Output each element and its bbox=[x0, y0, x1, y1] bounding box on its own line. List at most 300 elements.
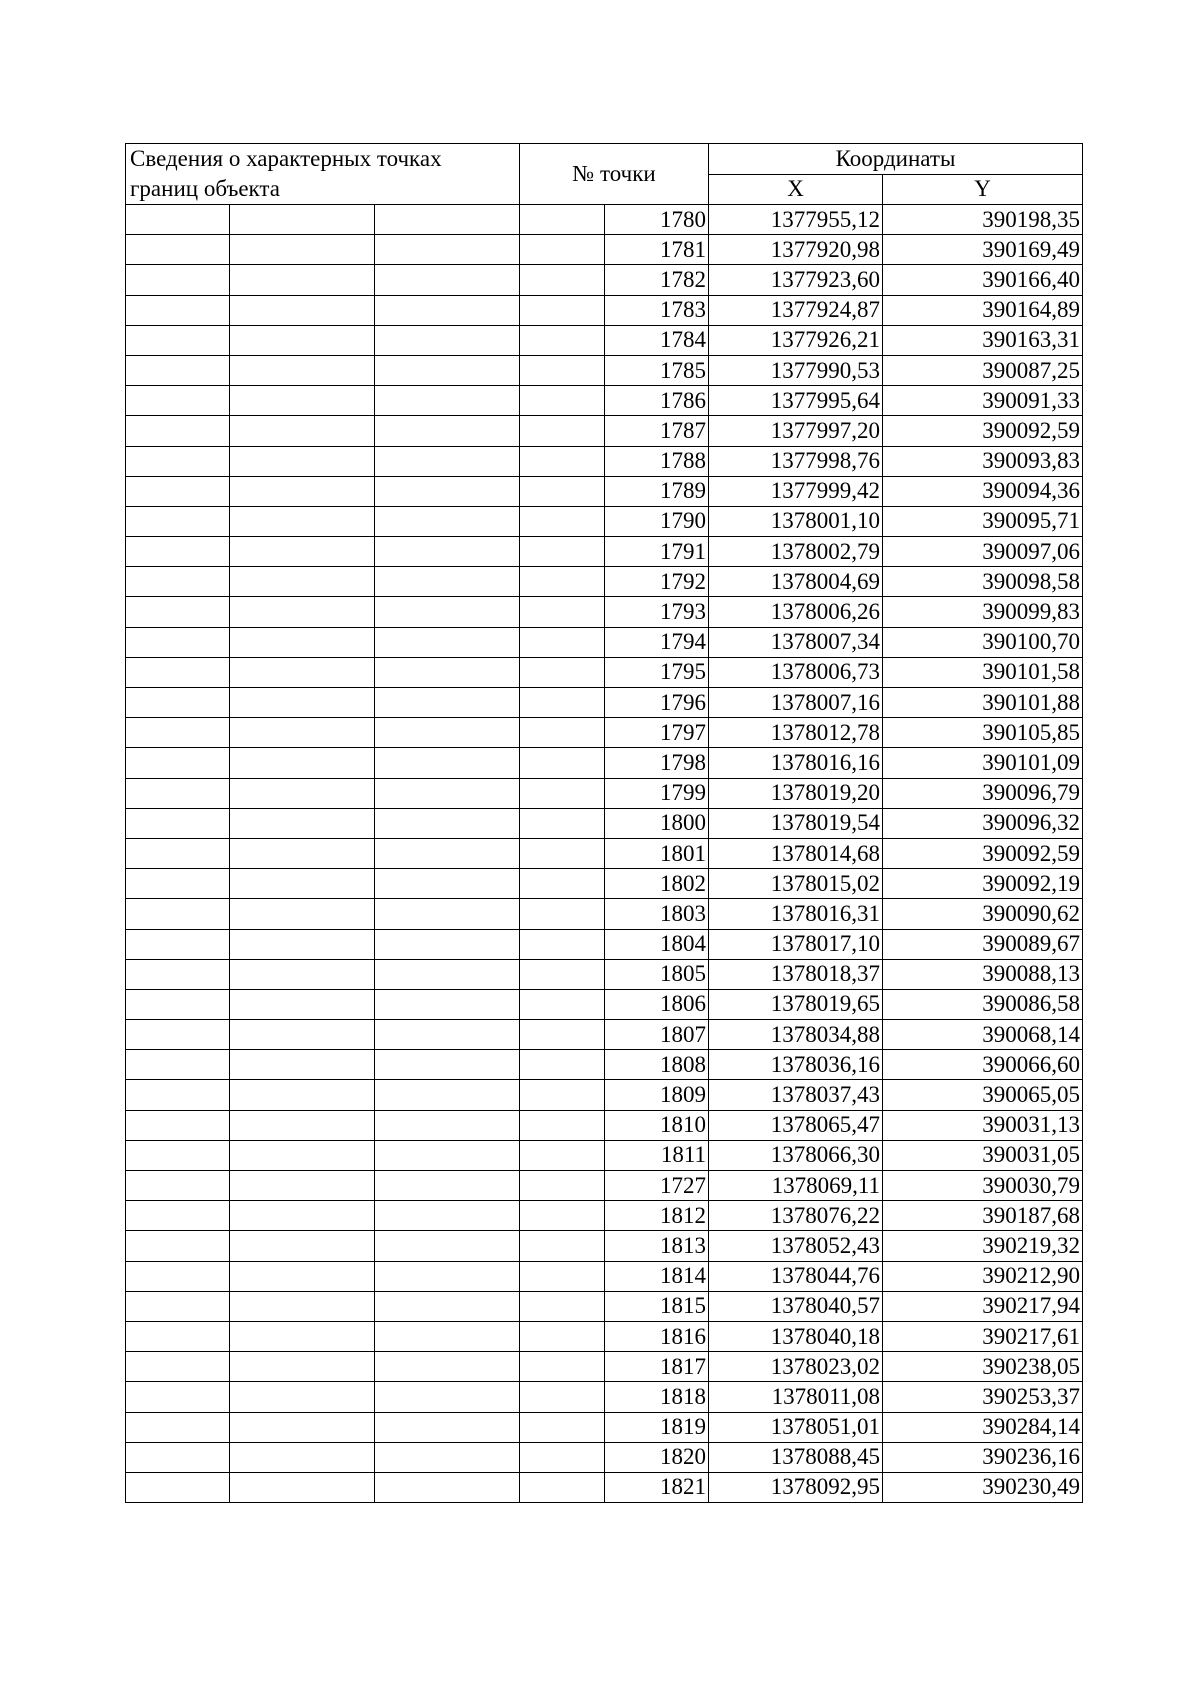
table-row bbox=[126, 989, 1083, 1019]
point-number-cell: 1798 bbox=[605, 748, 709, 778]
table-row bbox=[126, 718, 1083, 748]
x-coordinate-cell: 1377923,60 bbox=[709, 265, 883, 295]
table-row bbox=[126, 1140, 1083, 1170]
empty-cell bbox=[520, 325, 605, 355]
point-number-cell: 1789 bbox=[605, 476, 709, 506]
y-coordinate-cell: 390086,58 bbox=[883, 989, 1083, 1019]
x-coordinate-cell: 1378007,16 bbox=[709, 688, 883, 718]
y-coordinate-cell: 390092,59 bbox=[883, 838, 1083, 868]
y-coordinate-cell: 390198,35 bbox=[883, 205, 1083, 235]
y-coordinate-cell: 390163,31 bbox=[883, 325, 1083, 355]
empty-cell bbox=[230, 537, 375, 567]
y-coordinate-cell: 390092,59 bbox=[883, 416, 1083, 446]
boundary-points-header: Сведения о характерных точках границ объекта bbox=[126, 144, 520, 205]
point-number-cell: 1811 bbox=[605, 1140, 709, 1170]
empty-cell bbox=[375, 718, 520, 748]
empty-cell bbox=[126, 688, 230, 718]
y-coordinate-cell: 390096,79 bbox=[883, 778, 1083, 808]
x-coordinate-cell: 1378014,68 bbox=[709, 838, 883, 868]
x-coordinate-cell: 1378037,43 bbox=[709, 1080, 883, 1110]
empty-cell bbox=[520, 808, 605, 838]
x-coordinate-cell: 1378019,20 bbox=[709, 778, 883, 808]
empty-cell bbox=[230, 567, 375, 597]
point-number-cell: 1792 bbox=[605, 567, 709, 597]
empty-cell bbox=[230, 688, 375, 718]
empty-cell bbox=[126, 537, 230, 567]
empty-cell bbox=[126, 1472, 230, 1502]
point-number-cell: 1783 bbox=[605, 295, 709, 325]
empty-cell bbox=[230, 325, 375, 355]
empty-cell bbox=[520, 1442, 605, 1472]
empty-cell bbox=[230, 1020, 375, 1050]
point-number-cell: 1791 bbox=[605, 537, 709, 567]
y-coordinate-cell: 390068,14 bbox=[883, 1020, 1083, 1050]
empty-cell bbox=[520, 506, 605, 536]
empty-cell bbox=[375, 1020, 520, 1050]
empty-cell bbox=[230, 1050, 375, 1080]
x-coordinate-cell: 1378016,31 bbox=[709, 899, 883, 929]
empty-cell bbox=[375, 899, 520, 929]
y-coordinate-cell: 390095,71 bbox=[883, 506, 1083, 536]
x-coordinate-cell: 1377998,76 bbox=[709, 446, 883, 476]
empty-cell bbox=[126, 386, 230, 416]
table-row bbox=[126, 1080, 1083, 1110]
point-number-cell: 1815 bbox=[605, 1291, 709, 1321]
table-row bbox=[126, 748, 1083, 778]
table-row bbox=[126, 1442, 1083, 1472]
empty-cell bbox=[520, 1020, 605, 1050]
empty-cell bbox=[375, 1352, 520, 1382]
point-number-cell: 1810 bbox=[605, 1110, 709, 1140]
empty-cell bbox=[126, 808, 230, 838]
empty-cell bbox=[520, 537, 605, 567]
empty-cell bbox=[375, 989, 520, 1019]
table-row bbox=[126, 205, 1083, 235]
point-number-cell: 1727 bbox=[605, 1171, 709, 1201]
empty-cell bbox=[520, 235, 605, 265]
empty-cell bbox=[126, 1020, 230, 1050]
empty-cell bbox=[375, 1140, 520, 1170]
x-coordinate-cell: 1377924,87 bbox=[709, 295, 883, 325]
table-row bbox=[126, 1472, 1083, 1502]
empty-cell bbox=[126, 1171, 230, 1201]
x-coordinate-cell: 1378015,02 bbox=[709, 869, 883, 899]
empty-cell bbox=[375, 1050, 520, 1080]
table-row bbox=[126, 1050, 1083, 1080]
empty-cell bbox=[230, 748, 375, 778]
x-coordinate-cell: 1378002,79 bbox=[709, 537, 883, 567]
table-row bbox=[126, 506, 1083, 536]
empty-cell bbox=[230, 1321, 375, 1351]
table-row bbox=[126, 1020, 1083, 1050]
table-row bbox=[126, 899, 1083, 929]
table-row bbox=[126, 295, 1083, 325]
empty-cell bbox=[520, 627, 605, 657]
y-coordinate-cell: 390031,13 bbox=[883, 1110, 1083, 1140]
point-number-cell: 1817 bbox=[605, 1352, 709, 1382]
y-coordinate-cell: 390238,05 bbox=[883, 1352, 1083, 1382]
empty-cell bbox=[230, 778, 375, 808]
empty-cell bbox=[126, 899, 230, 929]
x-coordinate-cell: 1377926,21 bbox=[709, 325, 883, 355]
table-row bbox=[126, 1382, 1083, 1412]
empty-cell bbox=[126, 1412, 230, 1442]
y-coordinate-cell: 390066,60 bbox=[883, 1050, 1083, 1080]
x-coordinate-cell: 1378023,02 bbox=[709, 1352, 883, 1382]
y-coordinate-cell: 390030,79 bbox=[883, 1171, 1083, 1201]
empty-cell bbox=[520, 838, 605, 868]
table-row bbox=[126, 265, 1083, 295]
x-coordinate-cell: 1377995,64 bbox=[709, 386, 883, 416]
x-coordinate-cell: 1378017,10 bbox=[709, 929, 883, 959]
point-number-cell: 1787 bbox=[605, 416, 709, 446]
y-column-header: Y bbox=[883, 174, 1083, 205]
y-coordinate-cell: 390087,25 bbox=[883, 355, 1083, 385]
empty-cell bbox=[520, 1472, 605, 1502]
empty-cell bbox=[230, 1110, 375, 1140]
empty-cell bbox=[520, 355, 605, 385]
empty-cell bbox=[375, 959, 520, 989]
empty-cell bbox=[126, 1321, 230, 1351]
empty-cell bbox=[520, 1321, 605, 1351]
y-coordinate-cell: 390089,67 bbox=[883, 929, 1083, 959]
empty-cell bbox=[520, 205, 605, 235]
empty-cell bbox=[375, 1472, 520, 1502]
empty-cell bbox=[230, 869, 375, 899]
x-coordinate-cell: 1377920,98 bbox=[709, 235, 883, 265]
empty-cell bbox=[126, 205, 230, 235]
empty-cell bbox=[230, 295, 375, 325]
empty-cell bbox=[230, 265, 375, 295]
empty-cell bbox=[230, 1201, 375, 1231]
empty-cell bbox=[375, 1261, 520, 1291]
x-coordinate-cell: 1378040,57 bbox=[709, 1291, 883, 1321]
empty-cell bbox=[375, 778, 520, 808]
empty-cell bbox=[126, 869, 230, 899]
empty-cell bbox=[375, 295, 520, 325]
x-coordinate-cell: 1378051,01 bbox=[709, 1412, 883, 1442]
empty-cell bbox=[520, 295, 605, 325]
empty-cell bbox=[375, 325, 520, 355]
y-coordinate-cell: 390091,33 bbox=[883, 386, 1083, 416]
empty-cell bbox=[375, 1080, 520, 1110]
x-coordinate-cell: 1378012,78 bbox=[709, 718, 883, 748]
empty-cell bbox=[230, 1291, 375, 1321]
y-coordinate-cell: 390166,40 bbox=[883, 265, 1083, 295]
x-coordinate-cell: 1378006,26 bbox=[709, 597, 883, 627]
y-coordinate-cell: 390090,62 bbox=[883, 899, 1083, 929]
empty-cell bbox=[520, 1412, 605, 1442]
point-number-cell: 1780 bbox=[605, 205, 709, 235]
x-coordinate-cell: 1378065,47 bbox=[709, 1110, 883, 1140]
empty-cell bbox=[230, 959, 375, 989]
empty-cell bbox=[230, 899, 375, 929]
empty-cell bbox=[230, 657, 375, 687]
y-coordinate-cell: 390098,58 bbox=[883, 567, 1083, 597]
y-coordinate-cell: 390094,36 bbox=[883, 476, 1083, 506]
point-number-cell: 1808 bbox=[605, 1050, 709, 1080]
empty-cell bbox=[520, 778, 605, 808]
x-coordinate-cell: 1378019,65 bbox=[709, 989, 883, 1019]
empty-cell bbox=[126, 567, 230, 597]
x-coordinate-cell: 1378052,43 bbox=[709, 1231, 883, 1261]
empty-cell bbox=[126, 627, 230, 657]
empty-cell bbox=[520, 386, 605, 416]
table-row bbox=[126, 1352, 1083, 1382]
table-row bbox=[126, 1321, 1083, 1351]
empty-cell bbox=[230, 1352, 375, 1382]
table-row bbox=[126, 929, 1083, 959]
empty-cell bbox=[230, 1080, 375, 1110]
empty-cell bbox=[520, 1080, 605, 1110]
empty-cell bbox=[230, 597, 375, 627]
empty-cell bbox=[520, 718, 605, 748]
y-coordinate-cell: 390212,90 bbox=[883, 1261, 1083, 1291]
empty-cell bbox=[520, 597, 605, 627]
point-number-cell: 1794 bbox=[605, 627, 709, 657]
point-number-cell: 1820 bbox=[605, 1442, 709, 1472]
table-row bbox=[126, 1291, 1083, 1321]
y-coordinate-cell: 390101,88 bbox=[883, 688, 1083, 718]
coordinates-table bbox=[125, 143, 1083, 1503]
empty-cell bbox=[126, 1382, 230, 1412]
y-coordinate-cell: 390230,49 bbox=[883, 1472, 1083, 1502]
empty-cell bbox=[520, 1171, 605, 1201]
table-row bbox=[126, 959, 1083, 989]
point-number-cell: 1805 bbox=[605, 959, 709, 989]
table-row bbox=[126, 838, 1083, 868]
x-coordinate-cell: 1378076,22 bbox=[709, 1201, 883, 1231]
point-number-header: № точки bbox=[520, 144, 709, 205]
empty-cell bbox=[375, 1382, 520, 1412]
empty-cell bbox=[520, 1231, 605, 1261]
empty-cell bbox=[375, 1412, 520, 1442]
x-coordinate-cell: 1377999,42 bbox=[709, 476, 883, 506]
x-coordinate-cell: 1378036,16 bbox=[709, 1050, 883, 1080]
empty-cell bbox=[126, 416, 230, 446]
y-coordinate-cell: 390217,61 bbox=[883, 1321, 1083, 1351]
point-number-cell: 1801 bbox=[605, 838, 709, 868]
x-coordinate-cell: 1378069,11 bbox=[709, 1171, 883, 1201]
table-row bbox=[126, 567, 1083, 597]
empty-cell bbox=[230, 627, 375, 657]
point-number-cell: 1788 bbox=[605, 446, 709, 476]
empty-cell bbox=[126, 295, 230, 325]
empty-cell bbox=[375, 386, 520, 416]
empty-cell bbox=[375, 1110, 520, 1140]
empty-cell bbox=[230, 1442, 375, 1472]
empty-cell bbox=[230, 989, 375, 1019]
point-number-cell: 1786 bbox=[605, 386, 709, 416]
empty-cell bbox=[126, 1140, 230, 1170]
empty-cell bbox=[520, 1201, 605, 1231]
empty-cell bbox=[126, 657, 230, 687]
y-coordinate-cell: 390236,16 bbox=[883, 1442, 1083, 1472]
y-coordinate-cell: 390101,09 bbox=[883, 748, 1083, 778]
empty-cell bbox=[230, 718, 375, 748]
empty-cell bbox=[126, 778, 230, 808]
empty-cell bbox=[230, 1140, 375, 1170]
point-number-cell: 1790 bbox=[605, 506, 709, 536]
empty-cell bbox=[126, 718, 230, 748]
empty-cell bbox=[375, 688, 520, 718]
empty-cell bbox=[230, 1472, 375, 1502]
point-number-cell: 1784 bbox=[605, 325, 709, 355]
point-number-cell: 1803 bbox=[605, 899, 709, 929]
empty-cell bbox=[126, 838, 230, 868]
x-coordinate-cell: 1378019,54 bbox=[709, 808, 883, 838]
point-number-cell: 1812 bbox=[605, 1201, 709, 1231]
table-row bbox=[126, 1261, 1083, 1291]
empty-cell bbox=[126, 265, 230, 295]
point-number-cell: 1809 bbox=[605, 1080, 709, 1110]
point-number-cell: 1800 bbox=[605, 808, 709, 838]
table-row bbox=[126, 537, 1083, 567]
empty-cell bbox=[230, 1382, 375, 1412]
empty-cell bbox=[126, 1050, 230, 1080]
point-number-cell: 1807 bbox=[605, 1020, 709, 1050]
empty-cell bbox=[520, 1261, 605, 1291]
empty-cell bbox=[375, 748, 520, 778]
point-number-cell: 1802 bbox=[605, 869, 709, 899]
empty-cell bbox=[520, 1382, 605, 1412]
y-coordinate-cell: 390253,37 bbox=[883, 1382, 1083, 1412]
table-row bbox=[126, 1231, 1083, 1261]
table-row bbox=[126, 416, 1083, 446]
table-row bbox=[126, 869, 1083, 899]
x-coordinate-cell: 1378006,73 bbox=[709, 657, 883, 687]
empty-cell bbox=[520, 265, 605, 295]
empty-cell bbox=[230, 1261, 375, 1291]
table-row bbox=[126, 627, 1083, 657]
x-coordinate-cell: 1378007,34 bbox=[709, 627, 883, 657]
empty-cell bbox=[230, 1171, 375, 1201]
x-coordinate-cell: 1378004,69 bbox=[709, 567, 883, 597]
point-number-cell: 1785 bbox=[605, 355, 709, 385]
empty-cell bbox=[520, 416, 605, 446]
empty-cell bbox=[230, 476, 375, 506]
empty-cell bbox=[375, 537, 520, 567]
y-coordinate-cell: 390169,49 bbox=[883, 235, 1083, 265]
empty-cell bbox=[375, 1321, 520, 1351]
empty-cell bbox=[520, 1140, 605, 1170]
empty-cell bbox=[126, 1261, 230, 1291]
empty-cell bbox=[230, 506, 375, 536]
empty-cell bbox=[230, 1412, 375, 1442]
empty-cell bbox=[375, 416, 520, 446]
y-coordinate-cell: 390100,70 bbox=[883, 627, 1083, 657]
table-row bbox=[126, 446, 1083, 476]
empty-cell bbox=[375, 506, 520, 536]
empty-cell bbox=[520, 748, 605, 778]
table-row bbox=[126, 1171, 1083, 1201]
empty-cell bbox=[230, 446, 375, 476]
empty-cell bbox=[126, 1352, 230, 1382]
point-number-cell: 1793 bbox=[605, 597, 709, 627]
empty-cell bbox=[230, 1231, 375, 1261]
empty-cell bbox=[126, 1110, 230, 1140]
table-row bbox=[126, 1412, 1083, 1442]
y-coordinate-cell: 390031,05 bbox=[883, 1140, 1083, 1170]
y-coordinate-cell: 390187,68 bbox=[883, 1201, 1083, 1231]
empty-cell bbox=[126, 959, 230, 989]
y-coordinate-cell: 390101,58 bbox=[883, 657, 1083, 687]
point-number-cell: 1816 bbox=[605, 1321, 709, 1351]
empty-cell bbox=[126, 506, 230, 536]
empty-cell bbox=[375, 1442, 520, 1472]
table-row bbox=[126, 1201, 1083, 1231]
empty-cell bbox=[230, 838, 375, 868]
empty-cell bbox=[230, 386, 375, 416]
x-coordinate-cell: 1378088,45 bbox=[709, 1442, 883, 1472]
y-coordinate-cell: 390093,83 bbox=[883, 446, 1083, 476]
empty-cell bbox=[126, 1080, 230, 1110]
empty-cell bbox=[375, 205, 520, 235]
x-coordinate-cell: 1378001,10 bbox=[709, 506, 883, 536]
empty-cell bbox=[375, 929, 520, 959]
y-coordinate-cell: 390105,85 bbox=[883, 718, 1083, 748]
x-coordinate-cell: 1378066,30 bbox=[709, 1140, 883, 1170]
empty-cell bbox=[520, 959, 605, 989]
empty-cell bbox=[375, 657, 520, 687]
header-row-1 bbox=[126, 144, 1083, 175]
empty-cell bbox=[520, 899, 605, 929]
empty-cell bbox=[126, 1201, 230, 1231]
y-coordinate-cell: 390284,14 bbox=[883, 1412, 1083, 1442]
point-number-cell: 1795 bbox=[605, 657, 709, 687]
y-coordinate-cell: 390088,13 bbox=[883, 959, 1083, 989]
empty-cell bbox=[126, 235, 230, 265]
empty-cell bbox=[230, 416, 375, 446]
empty-cell bbox=[520, 1110, 605, 1140]
coordinates-header: Координаты bbox=[709, 144, 1083, 175]
empty-cell bbox=[375, 597, 520, 627]
x-coordinate-cell: 1378011,08 bbox=[709, 1382, 883, 1412]
point-number-cell: 1814 bbox=[605, 1261, 709, 1291]
x-coordinate-cell: 1377955,12 bbox=[709, 205, 883, 235]
empty-cell bbox=[375, 265, 520, 295]
point-number-cell: 1818 bbox=[605, 1382, 709, 1412]
x-coordinate-cell: 1378092,95 bbox=[709, 1472, 883, 1502]
table-row bbox=[126, 808, 1083, 838]
y-coordinate-cell: 390099,83 bbox=[883, 597, 1083, 627]
y-coordinate-cell: 390164,89 bbox=[883, 295, 1083, 325]
empty-cell bbox=[126, 1231, 230, 1261]
empty-cell bbox=[375, 869, 520, 899]
x-coordinate-cell: 1378034,88 bbox=[709, 1020, 883, 1050]
table-row bbox=[126, 235, 1083, 265]
y-coordinate-cell: 390097,06 bbox=[883, 537, 1083, 567]
empty-cell bbox=[520, 1352, 605, 1382]
x-coordinate-cell: 1378018,37 bbox=[709, 959, 883, 989]
point-number-cell: 1813 bbox=[605, 1231, 709, 1261]
table-row bbox=[126, 657, 1083, 687]
x-coordinate-cell: 1378044,76 bbox=[709, 1261, 883, 1291]
empty-cell bbox=[126, 929, 230, 959]
empty-cell bbox=[126, 748, 230, 778]
table-row bbox=[126, 476, 1083, 506]
point-number-cell: 1821 bbox=[605, 1472, 709, 1502]
y-coordinate-cell: 390096,32 bbox=[883, 808, 1083, 838]
empty-cell bbox=[230, 205, 375, 235]
point-number-cell: 1781 bbox=[605, 235, 709, 265]
table-row bbox=[126, 688, 1083, 718]
empty-cell bbox=[126, 476, 230, 506]
y-coordinate-cell: 390092,19 bbox=[883, 869, 1083, 899]
empty-cell bbox=[520, 567, 605, 597]
point-number-cell: 1804 bbox=[605, 929, 709, 959]
empty-cell bbox=[375, 1291, 520, 1321]
